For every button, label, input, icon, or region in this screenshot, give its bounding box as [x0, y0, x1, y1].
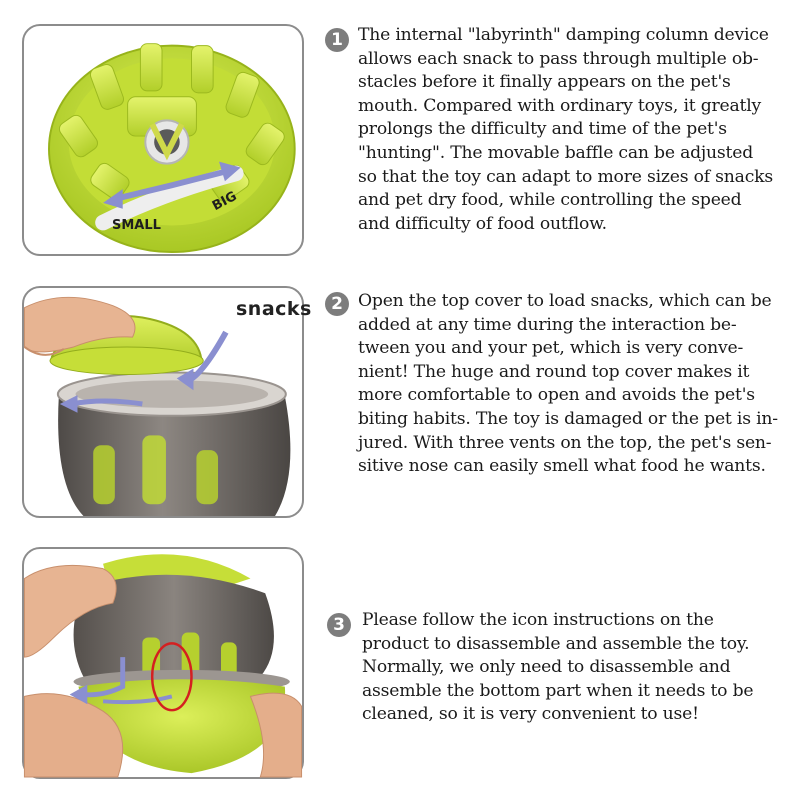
- big-label: BIG: [209, 188, 240, 215]
- step-1-number-icon: 1: [325, 28, 349, 52]
- labyrinth-illustration: [24, 26, 302, 254]
- step-1-description: The internal "labyrinth" damping column device allows each snack to pass through multiple ob- stacles before it finally appears on the pet's mouth. Compared with ordinary toys, it greatly prolongs the difficulty and time of the pet's "hunting". The movable baffle can be adjusted so that the toy can adapt to more sizes of snacks and pet dry food, while controlling the speed and difficulty of food outflow.: [358, 25, 773, 234]
- open-cover-illustration: [24, 288, 302, 516]
- disassemble-illustration: [24, 549, 302, 777]
- step-3-description: Please follow the icon instructions on the product to disassemble and assemble the toy. Normally, we only need to disassemble and assemble the bottom part when it needs to be cleaned, so it is very convenient to use!: [362, 610, 754, 725]
- product-image-disassemble: [22, 547, 304, 779]
- step-2-description: Open the top cover to load snacks, which can be added at any time during the interaction be- tween you and your pet, which is very conve- nient! The huge and round top cover makes it more comfortable to open and avoids the pet's biting habits. The toy is damaged or the pet is in- jured. With three vents on the top, the pet's sen- sitive nose can easily smell what food he wants.: [358, 291, 778, 477]
- snacks-label: snacks: [236, 298, 312, 320]
- small-label: SMALL: [112, 218, 161, 233]
- product-image-open-cover: [22, 286, 312, 518]
- product-image-labyrinth: [22, 24, 304, 256]
- step-2-number-icon: 2: [325, 292, 349, 316]
- step-3-number-icon: 3: [327, 613, 351, 637]
